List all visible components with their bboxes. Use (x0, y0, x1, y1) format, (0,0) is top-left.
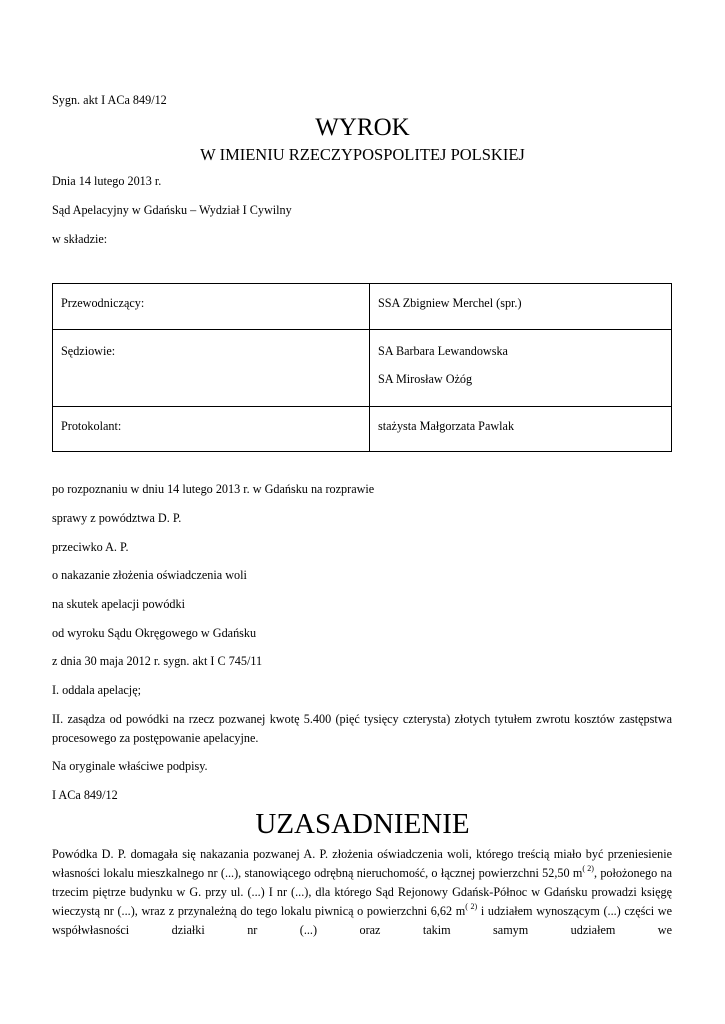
document-subtitle: W IMIENIU RZECZYPOSPOLITEJ POLSKIEJ (200, 145, 525, 164)
role-cell: Sędziowie: (53, 330, 370, 407)
paragraph-text: , położonego na trzecim piętrze budynku w G. przy ul. (...) I nr (...), dla którego Sąd Rejonowy Gdańsk-Północ w Gdańsku prowadzi księgę wieczystą nr (...), wraz z przynależną do tego lokalu piwnicą o powierzchni 6,62 m (52, 866, 672, 918)
proceeding-line: na skutek apelacji powódki (52, 597, 186, 611)
court-name: Sąd Apelacyjny w Gdańsku – Wydział I Cywilny (52, 203, 292, 217)
justification-paragraph (52, 845, 672, 940)
table-row (53, 330, 672, 407)
member-cell (370, 284, 672, 330)
role-cell: Przewodniczący: (53, 284, 370, 330)
proceeding-line: o nakazanie złożenia oświadczenia woli (52, 568, 247, 582)
table-row (53, 284, 672, 330)
judgment-date: Dnia 14 lutego 2013 r. (52, 174, 162, 188)
paragraph-text: Powódka D. P. domagała się nakazania pozwanej A. P. złożenia oświadczenia woli, którego treścią miało być przeniesienie własności lokalu mieszkalnego nr (...), stanowiącego odrębną nieruchomość, o łącznej powierzchni 52,50 m (52, 847, 672, 880)
proceeding-line: przeciwko A. P. (52, 540, 129, 554)
panel-member: SA Barbara Lewandowska (378, 344, 508, 358)
proceeding-line: od wyroku Sądu Okręgowego w Gdańsku (52, 626, 257, 640)
member-cell (370, 407, 672, 452)
justification-title: UZASADNIENIE (255, 808, 470, 840)
composition-intro: w składzie: (52, 232, 108, 246)
signatures-note: Na oryginale właściwe podpisy. (52, 759, 208, 773)
proceeding-line: z dnia 30 maja 2012 r. sygn. akt I C 745/11 (52, 654, 263, 668)
case-signature: Sygn. akt I ACa 849/12 (52, 93, 167, 107)
panel-member: SSA Zbigniew Merchel (spr.) (378, 296, 522, 310)
member-cell (370, 330, 672, 407)
role-cell: Protokolant: (53, 407, 370, 452)
superscript: ( 2) (465, 902, 478, 911)
document-title: WYROK (315, 114, 410, 141)
panel-member: stażysta Małgorzata Pawlak (378, 419, 515, 433)
case-signature-2: I ACa 849/12 (52, 788, 118, 802)
superscript: ( 2) (582, 864, 594, 873)
table-row (53, 407, 672, 452)
paragraph-text: i udziałem wynoszącym (...) części we współwłasności działki nr (...) oraz takim samym udziałem we (52, 904, 672, 937)
panel-member: SA Mirosław Ożóg (378, 371, 473, 386)
proceeding-line: sprawy z powództwa D. P. (52, 511, 182, 525)
ruling-item-2: II. zasądza od powódki na rzecz pozwanej kwotę 5.400 (pięć tysięcy czterysta) złotych tytułem zwrotu kosztów zastępstwa procesowego za postępowanie apelacyjne. (52, 712, 672, 745)
court-composition-table (52, 283, 672, 452)
ruling-item-1: I. oddala apelację; (52, 683, 141, 697)
proceeding-line: po rozpoznaniu w dniu 14 lutego 2013 r. w Gdańsku na rozprawie (52, 482, 375, 496)
